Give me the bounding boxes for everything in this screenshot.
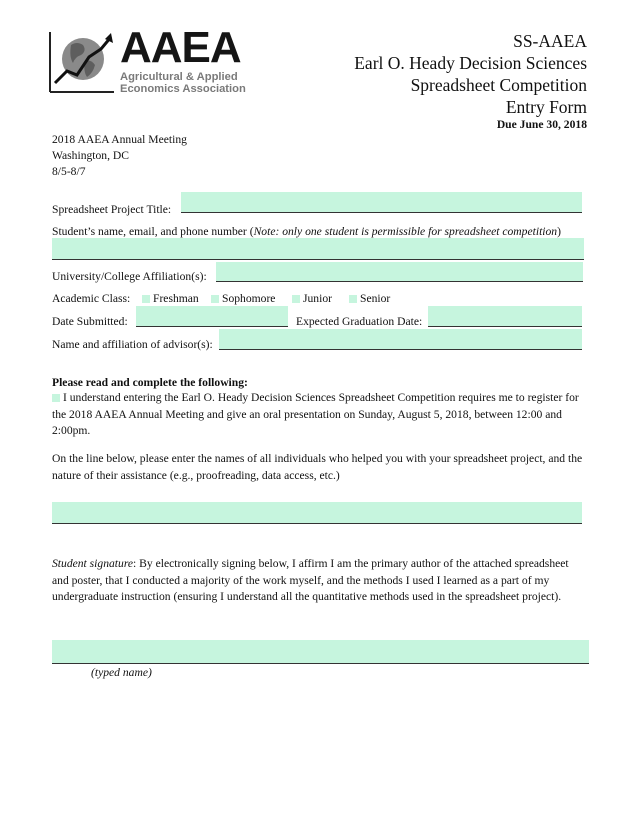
student-note: Note: only one student is permissible for spreadsheet competition <box>253 225 558 238</box>
junior-checkbox[interactable] <box>292 295 300 303</box>
signature-label: Student signature <box>52 557 134 570</box>
instructions-heading: Please read and complete the following: <box>52 376 248 389</box>
academic-class-label: Academic Class: <box>52 292 131 305</box>
helpers-field[interactable] <box>52 502 582 524</box>
student-label-close: ) <box>557 225 561 238</box>
form-code: SS-AAEA <box>513 31 587 51</box>
agreement-checkbox[interactable] <box>52 394 60 402</box>
signature-statement <box>52 556 588 606</box>
event-dates: 8/5-8/7 <box>52 165 86 178</box>
expected-graduation-label: Expected Graduation Date: <box>296 315 423 328</box>
university-field[interactable] <box>216 262 583 282</box>
senior-checkbox[interactable] <box>349 295 357 303</box>
globe-chart-icon <box>49 31 115 93</box>
advisor-label: Name and affiliation of advisor(s): <box>52 338 213 351</box>
junior-label: Junior <box>303 292 332 305</box>
due-date: Due June 30, 2018 <box>496 118 587 131</box>
university-label: University/College Affiliation(s): <box>52 270 207 283</box>
signature-text: : By electronically signing below, I affirm I am the primary author of the attached spreadsheet and poster, that I conducted a majority of the work myself, and the methods I used I learned as a part of my undergraduate instruction (ensuring I understand all the quantitative methods used in the spreadsheet project). <box>52 557 569 603</box>
class-option-freshman[interactable] <box>142 292 199 306</box>
signature-field[interactable] <box>52 640 589 664</box>
date-submitted-label: Date Submitted: <box>52 315 128 328</box>
date-submitted-field[interactable] <box>136 306 288 327</box>
class-option-junior[interactable] <box>292 292 332 306</box>
sophomore-checkbox[interactable] <box>211 295 219 303</box>
freshman-label: Freshman <box>153 292 199 305</box>
agreement-paragraph <box>52 390 588 440</box>
agreement-text: I understand entering the Earl O. Heady Decision Sciences Spreadsheet Competition requires me to register for the 2018 AAEA Annual Meeting and give an oral presentation on Sunday, August 5, 2018, between 12:00 and 2:00pm. <box>52 391 579 437</box>
student-info-field[interactable] <box>52 238 584 260</box>
event-location: Washington, DC <box>52 149 130 162</box>
sophomore-label: Sophomore <box>222 292 276 305</box>
expected-graduation-field[interactable] <box>428 306 582 327</box>
class-option-senior[interactable] <box>349 292 390 306</box>
logo-subtitle-line2: Economics Association <box>120 83 246 95</box>
logo-subtitle-line1: Agricultural & Applied <box>120 71 238 83</box>
form-title: Entry Form <box>505 97 587 117</box>
project-title-field[interactable] <box>181 192 582 213</box>
project-title-label: Spreadsheet Project Title: <box>52 203 172 216</box>
student-label-text: Student’s name, email, and phone number ( <box>52 225 254 238</box>
typed-name-caption: (typed name) <box>91 666 152 679</box>
event-name: 2018 AAEA Annual Meeting <box>52 133 187 146</box>
advisor-field[interactable] <box>219 329 582 350</box>
logo-abbreviation: AAEA <box>120 23 241 72</box>
senior-label: Senior <box>360 292 391 305</box>
competition-title-line1: Earl O. Heady Decision Sciences <box>354 53 587 73</box>
student-info-label <box>52 225 561 239</box>
competition-title-line2: Spreadsheet Competition <box>410 75 587 95</box>
class-option-sophomore[interactable] <box>211 292 275 306</box>
helpers-instructions: On the line below, please enter the names of all individuals who helped you with your spreadsheet project, and the nature of their assistance (e.g., proofreading, data access, etc.) <box>52 452 583 482</box>
freshman-checkbox[interactable] <box>142 295 150 303</box>
